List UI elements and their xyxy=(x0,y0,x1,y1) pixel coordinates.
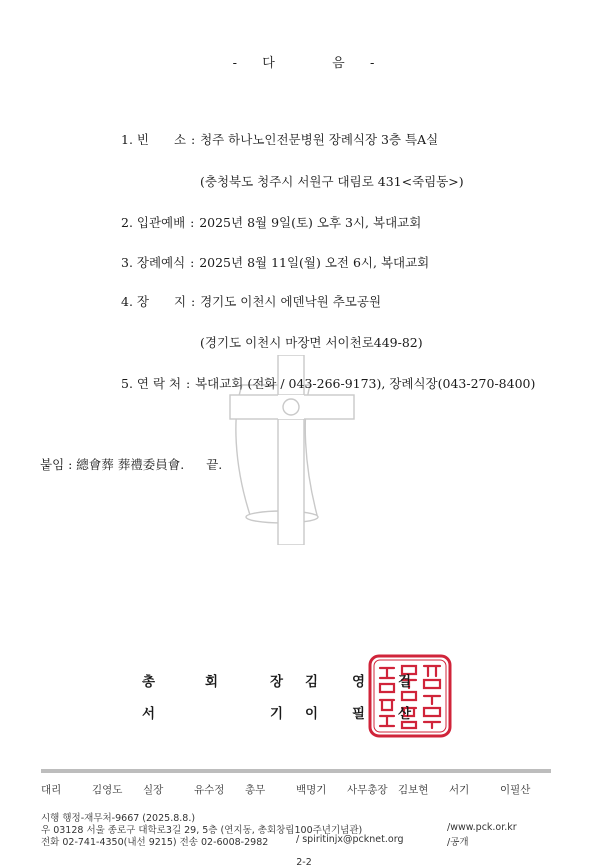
approval-role-3: 총무 xyxy=(245,784,266,796)
approval-role-5: 서기 xyxy=(449,784,470,796)
sig1-char-6: 걸 xyxy=(398,674,412,690)
attachment-label: 붙임 : 總會葬 葬禮委員會. xyxy=(40,457,185,472)
item-4-value: 경기도 이천시 에덴낙원 추모공원 xyxy=(200,294,382,309)
page-number: 2-2 xyxy=(296,857,312,868)
footer-website-link[interactable]: /www.pck.or.kr xyxy=(447,822,517,833)
sig1-char-4: 김 xyxy=(305,674,319,690)
sig2-char-1: 서 xyxy=(142,706,156,722)
approval-role-1: 대리 xyxy=(41,784,62,796)
heading-char-2: 음 xyxy=(332,56,346,71)
item-1: 1. 빈 소 : 청주 하나노인전문병원 장례식장 3층 특A실 xyxy=(121,132,439,147)
approval-name-5: 이필산 xyxy=(500,784,531,796)
item-1-value: 청주 하나노인전문병원 장례식장 3층 특A실 xyxy=(200,132,439,147)
approval-name-2: 유수정 xyxy=(194,784,225,796)
approval-name-4: 김보현 xyxy=(398,784,429,796)
sig1-char-3: 장 xyxy=(270,674,284,690)
item-4: 4. 장 지 : 경기도 이천시 에덴낙원 추모공원 xyxy=(121,294,382,309)
approval-name-3: 백명기 xyxy=(296,784,327,796)
footer-address: 우 03128 서울 종로구 대학로3길 29, 5층 (연지동, 총회창립100주년기념관) xyxy=(41,825,363,836)
footer-divider xyxy=(41,769,551,773)
item-5: 5. 연 락 처 : 복대교회 (전화 / 043-266-9173), 장례식장(043-270-8400) xyxy=(121,376,536,391)
sig2-char-3: 이 xyxy=(305,706,319,722)
sig2-char-5: 산 xyxy=(398,706,412,722)
item-1-address: (충청북도 청주시 서원구 대림로 431<죽림동>) xyxy=(200,174,464,189)
official-seal-icon xyxy=(368,654,452,738)
item-5-value: 복대교회 (전화 / 043-266-9173), 장례식장(043-270-8400) xyxy=(195,376,536,391)
heading-dash-left: - xyxy=(232,56,239,71)
item-1-label: 1. 빈 소 xyxy=(121,132,187,147)
sig2-char-4: 필 xyxy=(352,706,366,722)
item-4-label: 4. 장 지 xyxy=(121,294,187,309)
sig1-char-5: 영 xyxy=(352,674,366,690)
sig2-char-2: 기 xyxy=(270,706,284,722)
attachment-end: 끝. xyxy=(206,457,223,472)
item-5-label: 5. 연 락 처 xyxy=(121,376,182,391)
approval-name-1: 김영도 xyxy=(92,784,123,796)
item-2: 2. 입관예배 : 2025년 8월 9일(토) 오후 3시, 복대교회 xyxy=(121,215,422,230)
item-3-label: 3. 장례예식 xyxy=(121,255,186,270)
item-2-label: 2. 입관예배 xyxy=(121,215,186,230)
item-3: 3. 장례예식 : 2025년 8월 11일(월) 오전 6시, 복대교회 xyxy=(121,255,430,270)
item-4-address: (경기도 이천시 마장면 서이천로449-82) xyxy=(200,335,423,350)
approval-role-2: 실장 xyxy=(143,784,164,796)
heading-char-1: 다 xyxy=(262,56,276,71)
section-heading xyxy=(0,52,608,71)
item-2-value: 2025년 8월 9일(토) 오후 3시, 복대교회 xyxy=(199,215,422,230)
approval-role-4: 사무총장 xyxy=(347,784,388,796)
attachment-line xyxy=(40,455,222,473)
item-3-value: 2025년 8월 11일(월) 오전 6시, 복대교회 xyxy=(199,255,430,270)
sig1-char-1: 총 xyxy=(142,674,156,690)
sig1-char-2: 회 xyxy=(205,674,219,690)
footer-doc-number: 시행 행정-재무처-9667 (2025.8.8.) xyxy=(41,813,196,824)
footer-disclosure: /공개 xyxy=(447,837,469,848)
footer-email-link[interactable]: / spiritinjx@pcknet.org xyxy=(296,834,404,845)
heading-dash-right: - xyxy=(369,56,376,71)
approval-line xyxy=(0,782,608,796)
footer-phone: 전화 02-741-4350(내선 9215) 전송 02-6008-2982 xyxy=(41,837,269,848)
